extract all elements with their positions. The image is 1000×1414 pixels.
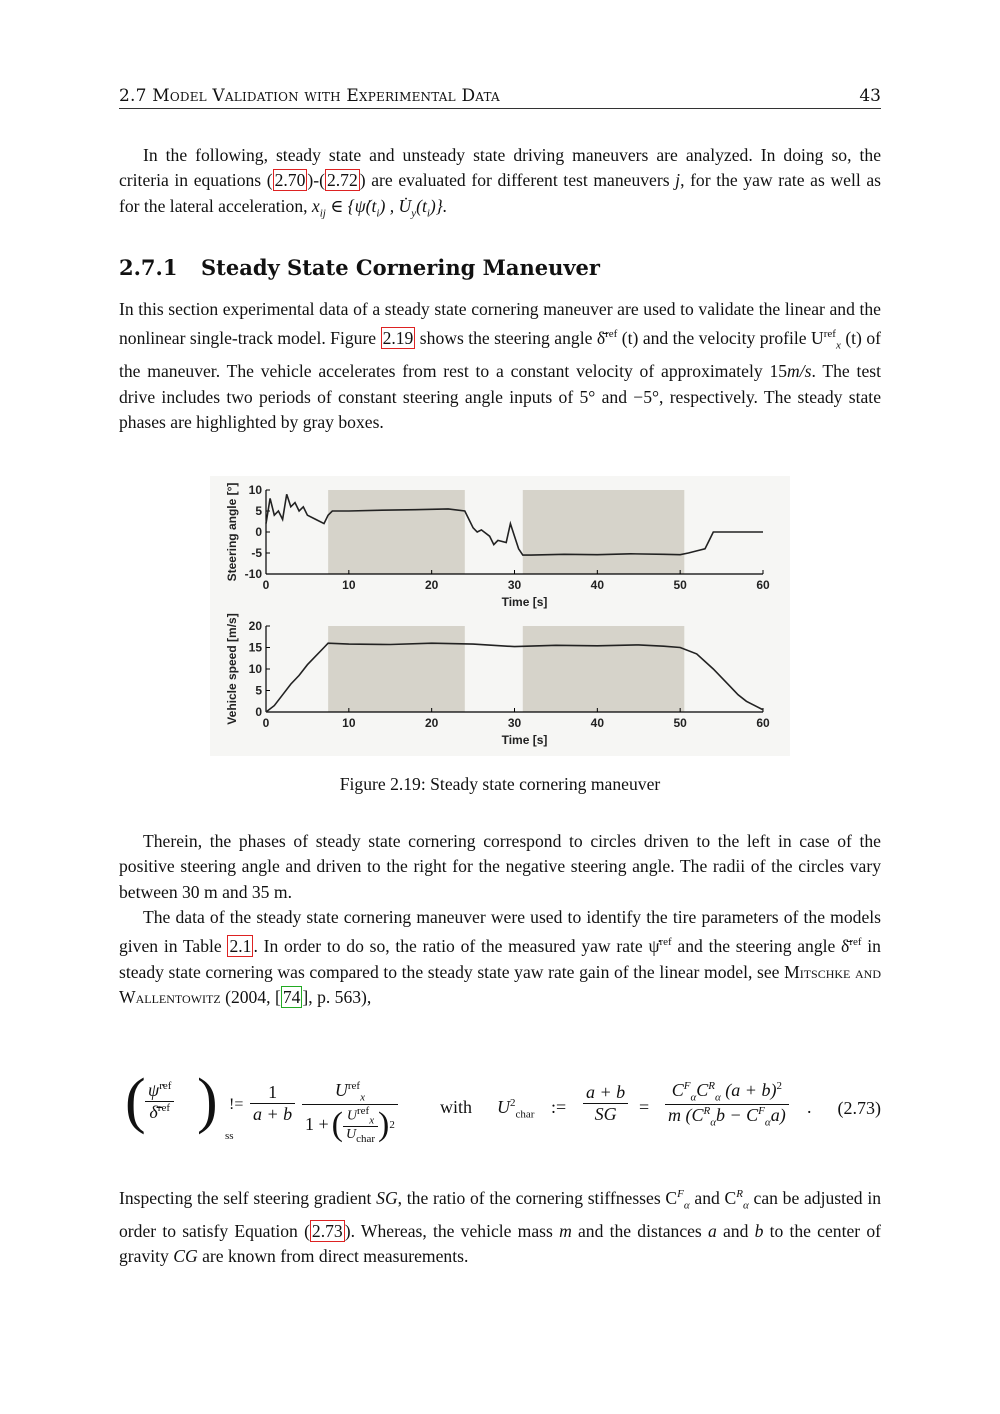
x-tick-label: 30 xyxy=(507,578,522,592)
y-tick-label: 10 xyxy=(248,483,262,497)
equation-ref-2-72[interactable]: 2.72 xyxy=(326,170,358,191)
eq-frac-2: $U^{ref}_x$ 1 + ( $\frac{U^{ref}_x}{U_{char}}$ ) 2 xyxy=(302,1080,398,1145)
equation-number: (2.73) xyxy=(837,1098,881,1118)
section-title: Steady State Cornering Maneuver xyxy=(201,255,600,280)
y-tick-label: 0 xyxy=(255,525,262,539)
steady-state-region-1 xyxy=(328,490,465,574)
x-axis-label: Time [s] xyxy=(501,733,548,747)
eq-frac-1: $\frac{1}{a + b}$ xyxy=(250,1082,295,1125)
figure-caption: Figure 2.19: Steady state cornering maneuver xyxy=(339,774,661,794)
x-tick-label: 60 xyxy=(756,716,770,730)
paragraph-inspecting: Inspecting the self steering gradient SG, the ratio of the cornering stiffnesses $C^F_\alpha$ and $C^R_\alpha$ can be adjusted in order to satisfy Equation ( 2.73 ). Whereas, the vehicle mass m and the distances a and b to the center of gravity CG are known from direct measurements. xyxy=(119,1187,882,1267)
eq-equals: = xyxy=(639,1097,650,1117)
x-tick-label: 40 xyxy=(590,578,605,592)
y-tick-label: 15 xyxy=(248,640,262,655)
x-tick-label: 20 xyxy=(424,716,439,730)
x-tick-label: 10 xyxy=(342,716,356,730)
x-tick-label: 0 xyxy=(262,578,270,592)
steady-state-region-2 xyxy=(523,490,685,574)
eq-defined-equals: != xyxy=(229,1096,244,1113)
figure-background xyxy=(210,476,790,756)
eq-frac-3: $\frac{a + b}{SG}$ xyxy=(583,1082,628,1125)
x-axis-label: Time [s] xyxy=(501,595,548,609)
equation-ref-2-73[interactable]: 2.73 xyxy=(311,1220,343,1241)
x-tick-label: 0 xyxy=(262,716,270,730)
y-tick-label: 5 xyxy=(255,504,262,518)
eq-uchar: $U^2_{char}$ xyxy=(497,1097,535,1121)
x-tick-label: 50 xyxy=(673,716,687,730)
page-number: 43 xyxy=(859,86,881,106)
steady-state-region-2 xyxy=(523,626,685,712)
x-tick-label: 60 xyxy=(756,578,770,592)
equation-2-73: ( ψ̇$^{ref}$ δ̄$^{ref}$ ) ss != $\frac{1}{a + b}$ $U^{ref}_x$ 1 + ( $\frac{U^{ref}_x}{U_{char}}$ ) 2 with $U^2_{char}$ := $\frac{a + b}{SG}$ = $\frac{C^F_\alpha C^R_\alpha (a + b)^2}{m (C^R_\alpha b - C^F_\alpha a)}$ . (2.73) xyxy=(125,1067,881,1145)
eq-defeq: := xyxy=(551,1097,567,1117)
eq-frac-4: $\frac{C^F_\alpha C^R_\alpha (a + b)^2}{m (C^R_\alpha b - C^F_\alpha a)}$ xyxy=(665,1080,789,1128)
paragraph-section-intro: In this section experimental data of a steady state cornering maneuver are used to validate the linear and the nonlinear single-track model. Figure 2.19 shows the steering angle δ̄$^{ref}$ (t) and the velocity profile $U^{ref}_x$ (t) of the maneuver. The vehicle accelerates from rest to a constant velocity of approximately 15m/s. The test drive includes two periods of constant steering angle inputs of 5° and −5°, respectively. The steady state phases are highlighted by gray boxes. xyxy=(119,299,882,432)
section-number: 2.7.1 xyxy=(119,255,178,280)
author-citation: Mitschke and Wallentowitz xyxy=(119,961,881,1008)
section-heading xyxy=(119,255,600,280)
eq-with: with xyxy=(440,1097,473,1117)
eq-period: . xyxy=(807,1097,812,1117)
running-header xyxy=(119,84,881,109)
figure-2-19 xyxy=(210,476,790,756)
paragraph-tire-params: The data of the steady state cornering maneuver were used to identify the tire parameters of the models given in Table 2.1 . In order to do so, the ratio of the measured yaw rate ψ̇$^{ref}$ and the steering angle δ̄$^{ref}$ in steady state cornering was compared to the steady state yaw rate gain of the linear model, see Mitschke and Wallentowitz (2004, [ 74 ], p. 563), xyxy=(119,907,881,1008)
y-tick-label: -5 xyxy=(251,546,262,560)
y-axis-label: Vehicle speed [m/s] xyxy=(225,613,239,725)
x-tick-label: 20 xyxy=(424,578,439,592)
x-tick-label: 40 xyxy=(590,716,605,730)
y-tick-label: 10 xyxy=(248,662,262,676)
equation-ref-2-70[interactable]: 2.70 xyxy=(274,170,306,191)
bib-ref-74[interactable]: 74 xyxy=(282,987,301,1008)
y-tick-label: 0 xyxy=(255,705,262,719)
steady-state-region-1 xyxy=(328,626,465,712)
y-tick-label: 5 xyxy=(255,683,262,698)
running-header-title: 2.7 Model Validation with Experimental Data xyxy=(119,86,500,106)
y-tick-label: -10 xyxy=(244,567,262,581)
y-tick-label: 20 xyxy=(248,619,262,633)
x-tick-label: 30 xyxy=(507,716,522,730)
table-ref-2-1[interactable]: 2.1 xyxy=(229,936,252,957)
x-tick-label: 50 xyxy=(673,578,687,592)
paragraph-intro: In the following, steady state and unsteady state driving maneuvers are analyzed. In doing so, the criteria in equations ( 2.70 )-( 2.72 ) are evaluated for different test maneuvers j, for the yaw rate as well as for the lateral acceleration, $x_{ij}$ ∈ {$\psi̇(t_i)$ , $U̇_y(t_i)$}. xyxy=(119,145,881,220)
paragraph-therein: Therein, the phases of steady state cornering correspond to circles driven to the left in case of the positive steering angle and driven to the right for the negative steering angle. The radii of the circles vary between 30 m and 35 m. xyxy=(119,831,881,902)
x-tick-label: 10 xyxy=(342,578,356,592)
y-axis-label: Steering angle [°] xyxy=(225,482,239,582)
figure-ref-2-19[interactable]: 2.19 xyxy=(382,328,414,349)
